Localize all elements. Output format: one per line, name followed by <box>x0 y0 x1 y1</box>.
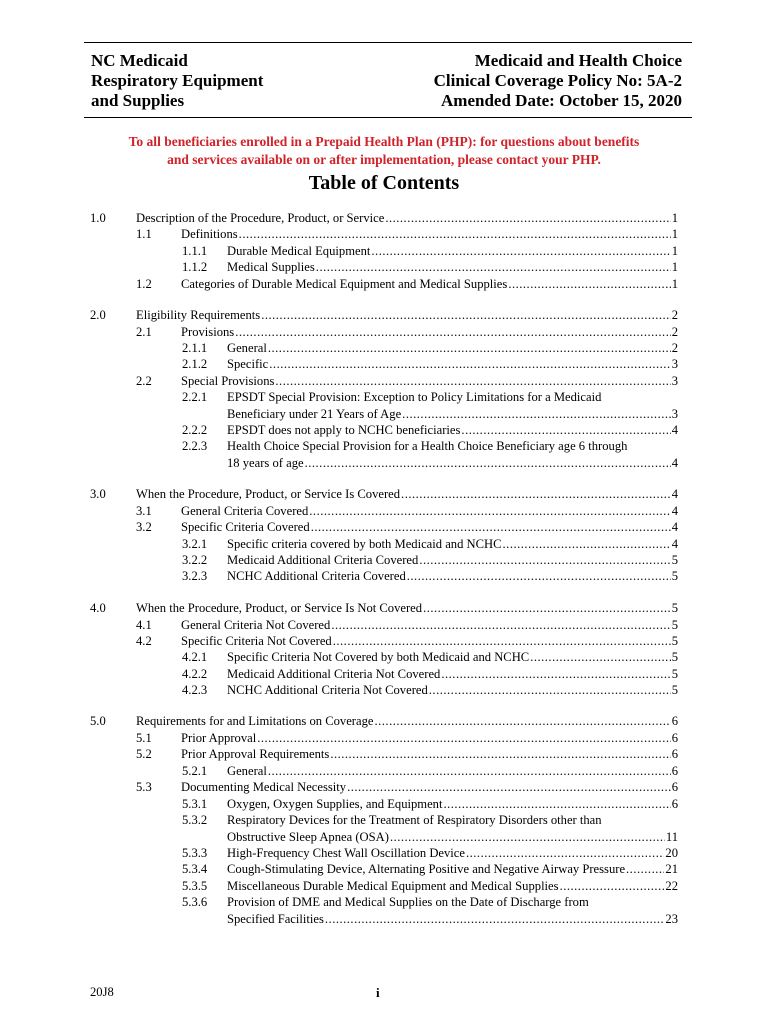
toc-leader-dots <box>461 422 670 439</box>
toc-entry-number: 1.1.1 <box>182 244 208 258</box>
toc-entry-title: EPSDT Special Provision: Exception to Policy Limitations for a Medicaid <box>227 390 602 404</box>
toc-entry[interactable] <box>0 243 770 260</box>
toc-entry-number: 5.3.5 <box>182 879 208 893</box>
toc-entry-page: 6 <box>671 780 678 794</box>
toc-entry-title: Provisions <box>181 325 235 339</box>
toc-entry-page: 5 <box>671 650 678 664</box>
toc-entry-number: 4.2.3 <box>182 683 208 697</box>
toc-entry[interactable] <box>0 878 770 895</box>
toc-entry[interactable] <box>0 519 770 536</box>
toc-entry-page: 6 <box>671 747 678 761</box>
toc-entry-number: 3.2.3 <box>182 569 208 583</box>
toc-entry-page: 4 <box>671 455 678 470</box>
toc-entry-number: 3.0 <box>90 487 106 501</box>
header-program: NC Medicaid <box>91 51 188 70</box>
toc-entry-page: 5 <box>671 601 678 615</box>
toc-entry-page: 1 <box>671 260 678 274</box>
toc-title: Table of Contents <box>308 172 460 194</box>
toc-leader-dots <box>443 796 670 813</box>
toc-entry-title: Special Provisions <box>181 374 275 388</box>
toc-entry-title-continued: 18 years of age <box>227 455 304 470</box>
toc-entry[interactable] <box>0 812 770 829</box>
toc-entry-title-continued: Beneficiary under 21 Years of Age <box>227 406 402 421</box>
toc-entry-page: 5 <box>671 683 678 697</box>
toc-entry-page: 6 <box>671 764 678 778</box>
toc-entry[interactable] <box>0 600 770 617</box>
toc-entry[interactable] <box>0 438 770 455</box>
toc-entry-number: 4.1 <box>136 618 152 632</box>
toc-leader-dots <box>311 519 671 536</box>
toc-leader-dots <box>503 536 671 553</box>
toc-leader-dots <box>429 682 671 699</box>
toc-entry-page: 5 <box>671 618 678 632</box>
toc-entry-page: 20 <box>665 846 678 860</box>
toc-leader-dots <box>530 649 671 666</box>
toc-leader-dots <box>316 259 671 276</box>
toc-entry-number: 1.0 <box>90 211 106 225</box>
toc-entry[interactable] <box>0 779 770 796</box>
toc-entry-number: 2.2.1 <box>182 390 208 404</box>
toc-entry-number: 3.2.2 <box>182 553 208 567</box>
toc-entry-number: 1.1 <box>136 227 152 241</box>
toc-entry-title: Prior Approval <box>181 731 257 745</box>
toc-entry-page: 23 <box>665 911 678 926</box>
toc-entry-page: 2 <box>671 308 678 322</box>
toc-entry[interactable] <box>0 730 770 747</box>
toc-leader-dots <box>374 713 670 730</box>
toc-entry-page: 3 <box>671 374 678 388</box>
toc-entry-number: 3.2 <box>136 520 152 534</box>
toc-entry-continuation[interactable] <box>0 455 770 472</box>
toc-leader-dots <box>331 617 670 634</box>
toc-entry-title: Specific Criteria Not Covered by both Medicaid and NCHC <box>227 650 530 664</box>
toc-entry[interactable] <box>0 666 770 683</box>
toc-entry-title: Medicaid Additional Criteria Not Covered <box>227 667 441 681</box>
toc-leader-dots <box>257 730 670 747</box>
toc-leader-dots <box>239 226 671 243</box>
toc-entry-number: 2.2 <box>136 374 152 388</box>
toc-entry-number: 3.2.1 <box>182 537 208 551</box>
toc-leader-dots <box>309 503 670 520</box>
toc-entry[interactable] <box>0 276 770 293</box>
toc-leader-dots <box>305 455 671 472</box>
toc-entry-title: NCHC Additional Criteria Not Covered <box>227 683 428 697</box>
toc-entry-number: 2.0 <box>90 308 106 322</box>
toc-entry-title: High-Frequency Chest Wall Oscillation Device <box>227 846 465 860</box>
toc-entry-title: General <box>227 764 267 778</box>
toc-entry-page: 5 <box>671 634 678 648</box>
toc-entry-title: Prior Approval Requirements <box>181 747 330 761</box>
toc-leader-dots <box>407 568 671 585</box>
toc-entry-number: 5.2 <box>136 747 152 761</box>
toc-leader-dots <box>325 911 665 928</box>
toc-entry-number: 2.1.1 <box>182 341 208 355</box>
toc-entry-title: Description of the Procedure, Product, or Service <box>136 211 385 225</box>
toc-entry-number: 5.3 <box>136 780 152 794</box>
toc-leader-dots <box>626 861 664 878</box>
toc-entry[interactable] <box>0 552 770 569</box>
toc-entry-page: 4 <box>671 504 678 518</box>
toc-leader-dots <box>423 600 671 617</box>
toc-entry-page: 4 <box>671 487 678 501</box>
toc-entry-number: 5.3.6 <box>182 895 208 909</box>
toc-entry[interactable] <box>0 536 770 553</box>
header-coverage: Medicaid and Health Choice <box>474 51 682 70</box>
toc-entry-title: Requirements for and Limitations on Coverage <box>136 714 374 728</box>
toc-entry-number: 5.3.2 <box>182 813 208 827</box>
toc-entry-continuation[interactable] <box>0 911 770 928</box>
toc-entry[interactable] <box>0 486 770 503</box>
toc-entry-page: 1 <box>671 211 678 225</box>
toc-entry-page: 1 <box>671 244 678 258</box>
toc-entry-title: Medical Supplies <box>227 260 315 274</box>
toc-entry-title: Specific criteria covered by both Medicaid and NCHC <box>227 537 502 551</box>
toc-leader-dots <box>371 243 670 260</box>
toc-entry-title-continued: Obstructive Sleep Apnea (OSA) <box>227 829 389 844</box>
toc-entry[interactable] <box>0 568 770 585</box>
toc-leader-dots <box>401 486 671 503</box>
toc-leader-dots <box>269 356 670 373</box>
toc-entry[interactable] <box>0 324 770 341</box>
toc-leader-dots <box>402 406 671 423</box>
toc-entry-title: Durable Medical Equipment <box>227 244 371 258</box>
toc-entry-title: When the Procedure, Product, or Service Is Not Covered <box>136 601 423 615</box>
toc-entry[interactable] <box>0 389 770 406</box>
footer-code: 20J8 <box>90 985 114 999</box>
toc-entry[interactable] <box>0 796 770 813</box>
toc-entry-title: Specific <box>227 357 269 371</box>
toc-leader-dots <box>261 307 671 324</box>
toc-entry-number: 5.3.1 <box>182 797 208 811</box>
toc-entry-title: General Criteria Not Covered <box>181 618 331 632</box>
toc-entry-number: 2.2.3 <box>182 439 208 453</box>
toc-entry-title: EPSDT does not apply to NCHC beneficiaries <box>227 423 461 437</box>
toc-entry[interactable] <box>0 422 770 439</box>
toc-entry-title: Specific Criteria Not Covered <box>181 634 332 648</box>
toc-leader-dots <box>390 829 665 846</box>
toc-leader-dots <box>508 276 670 293</box>
toc-entry-title-continued: Specified Facilities <box>227 911 324 926</box>
toc-entry-number: 1.1.2 <box>182 260 208 274</box>
toc-entry[interactable] <box>0 746 770 763</box>
toc-entry[interactable] <box>0 340 770 357</box>
toc-entry-title: Eligibility Requirements <box>136 308 261 322</box>
toc-entry-page: 4 <box>671 520 678 534</box>
toc-entry-number: 5.0 <box>90 714 106 728</box>
toc-entry-number: 5.3.4 <box>182 862 208 876</box>
toc-entry-title: Specific Criteria Covered <box>181 520 310 534</box>
toc-entry[interactable] <box>0 633 770 650</box>
toc-entry-page: 3 <box>671 357 678 371</box>
php-notice-line2: and services available on or after implementation, please contact your PHP. <box>167 152 601 167</box>
toc-entry-page: 2 <box>671 325 678 339</box>
header-policy-name-line2: and Supplies <box>91 91 185 110</box>
toc-entry-page: 11 <box>665 829 678 844</box>
toc-leader-dots <box>419 552 670 569</box>
toc-entry-number: 1.2 <box>136 277 152 291</box>
toc-entry-title: Respiratory Devices for the Treatment of Respiratory Disorders other than <box>227 813 602 827</box>
toc-entry[interactable] <box>0 682 770 699</box>
toc-entry-page: 2 <box>671 341 678 355</box>
header-amended-date: Amended Date: October 15, 2020 <box>441 91 682 110</box>
toc-entry-number: 5.1 <box>136 731 152 745</box>
toc-entry-page: 4 <box>671 423 678 437</box>
toc-entry-page: 6 <box>671 797 678 811</box>
toc-entry[interactable] <box>0 617 770 634</box>
toc-entry-title: Health Choice Special Provision for a Health Choice Beneficiary age 6 through <box>227 439 628 453</box>
toc-entry[interactable] <box>0 649 770 666</box>
header-policy-name-line1: Respiratory Equipment <box>91 71 264 90</box>
toc-entry-page: 1 <box>671 277 678 291</box>
toc-entry-number: 4.0 <box>90 601 106 615</box>
toc-leader-dots <box>466 845 664 862</box>
toc-entry[interactable] <box>0 763 770 780</box>
toc-entry[interactable] <box>0 503 770 520</box>
toc-entry-number: 2.1 <box>136 325 152 339</box>
toc-leader-dots <box>333 633 671 650</box>
toc-entry-title: NCHC Additional Criteria Covered <box>227 569 406 583</box>
toc-entry-page: 1 <box>671 227 678 241</box>
toc-entry-title: General Criteria Covered <box>181 504 309 518</box>
toc-leader-dots <box>275 373 670 390</box>
toc-entry-continuation[interactable] <box>0 406 770 423</box>
toc-entry-number: 5.2.1 <box>182 764 208 778</box>
toc-entry-title: Documenting Medical Necessity <box>181 780 347 794</box>
toc-leader-dots <box>347 779 671 796</box>
toc-entry-title: Categories of Durable Medical Equipment and Medical Supplies <box>181 277 508 291</box>
toc-entry-title: Provision of DME and Medical Supplies on the Date of Discharge from <box>227 895 589 909</box>
toc-entry[interactable] <box>0 210 770 227</box>
toc-entry-number: 3.1 <box>136 504 152 518</box>
toc-entry[interactable] <box>0 259 770 276</box>
toc-entry[interactable] <box>0 307 770 324</box>
toc-entry[interactable] <box>0 226 770 243</box>
toc-entry-title: Cough-Stimulating Device, Alternating Positive and Negative Airway Pressure <box>227 862 626 876</box>
toc-leader-dots <box>235 324 671 341</box>
toc-entry-page: 22 <box>665 879 678 893</box>
toc-entry-number: 2.2.2 <box>182 423 208 437</box>
toc-entry-page: 21 <box>665 862 678 876</box>
toc-entry-title: Miscellaneous Durable Medical Equipment and Medical Supplies <box>227 879 559 893</box>
toc-entry-page: 6 <box>671 714 678 728</box>
toc-entry-number: 5.3.3 <box>182 846 208 860</box>
footer-page-number: i <box>376 985 380 1000</box>
toc-entry-number: 2.1.2 <box>182 357 208 371</box>
toc-entry-title: When the Procedure, Product, or Service Is Covered <box>136 487 401 501</box>
toc-entry-page: 5 <box>671 667 678 681</box>
toc-entry-page: 6 <box>671 731 678 745</box>
toc-entry-title: Oxygen, Oxygen Supplies, and Equipment <box>227 797 443 811</box>
toc-entry-page: 5 <box>671 553 678 567</box>
toc-entry[interactable] <box>0 861 770 878</box>
toc-entry-continuation[interactable] <box>0 829 770 846</box>
toc-entry-title: Definitions <box>181 227 238 241</box>
php-notice-line1: To all beneficiaries enrolled in a Prepaid Health Plan (PHP): for questions about benefits <box>128 134 640 149</box>
toc-entry-page: 5 <box>671 569 678 583</box>
toc-entry-number: 4.2 <box>136 634 152 648</box>
toc-leader-dots <box>560 878 665 895</box>
toc-entry-title: General <box>227 341 267 355</box>
toc-entry-number: 4.2.2 <box>182 667 208 681</box>
toc-leader-dots <box>441 666 670 683</box>
toc-entry[interactable] <box>0 845 770 862</box>
toc-entry-number: 4.2.1 <box>182 650 208 664</box>
toc-entry[interactable] <box>0 356 770 373</box>
toc-entry[interactable] <box>0 894 770 911</box>
toc-entry[interactable] <box>0 373 770 390</box>
toc-leader-dots <box>268 340 671 357</box>
toc-entry[interactable] <box>0 713 770 730</box>
toc-leader-dots <box>268 763 671 780</box>
toc-entry-page: 3 <box>671 406 678 421</box>
toc-entry-title: Medicaid Additional Criteria Covered <box>227 553 419 567</box>
toc-entry-page: 4 <box>671 537 678 551</box>
header-policy-number: Clinical Coverage Policy No: 5A-2 <box>433 71 682 90</box>
toc-leader-dots <box>330 746 670 763</box>
toc-leader-dots <box>385 210 670 227</box>
